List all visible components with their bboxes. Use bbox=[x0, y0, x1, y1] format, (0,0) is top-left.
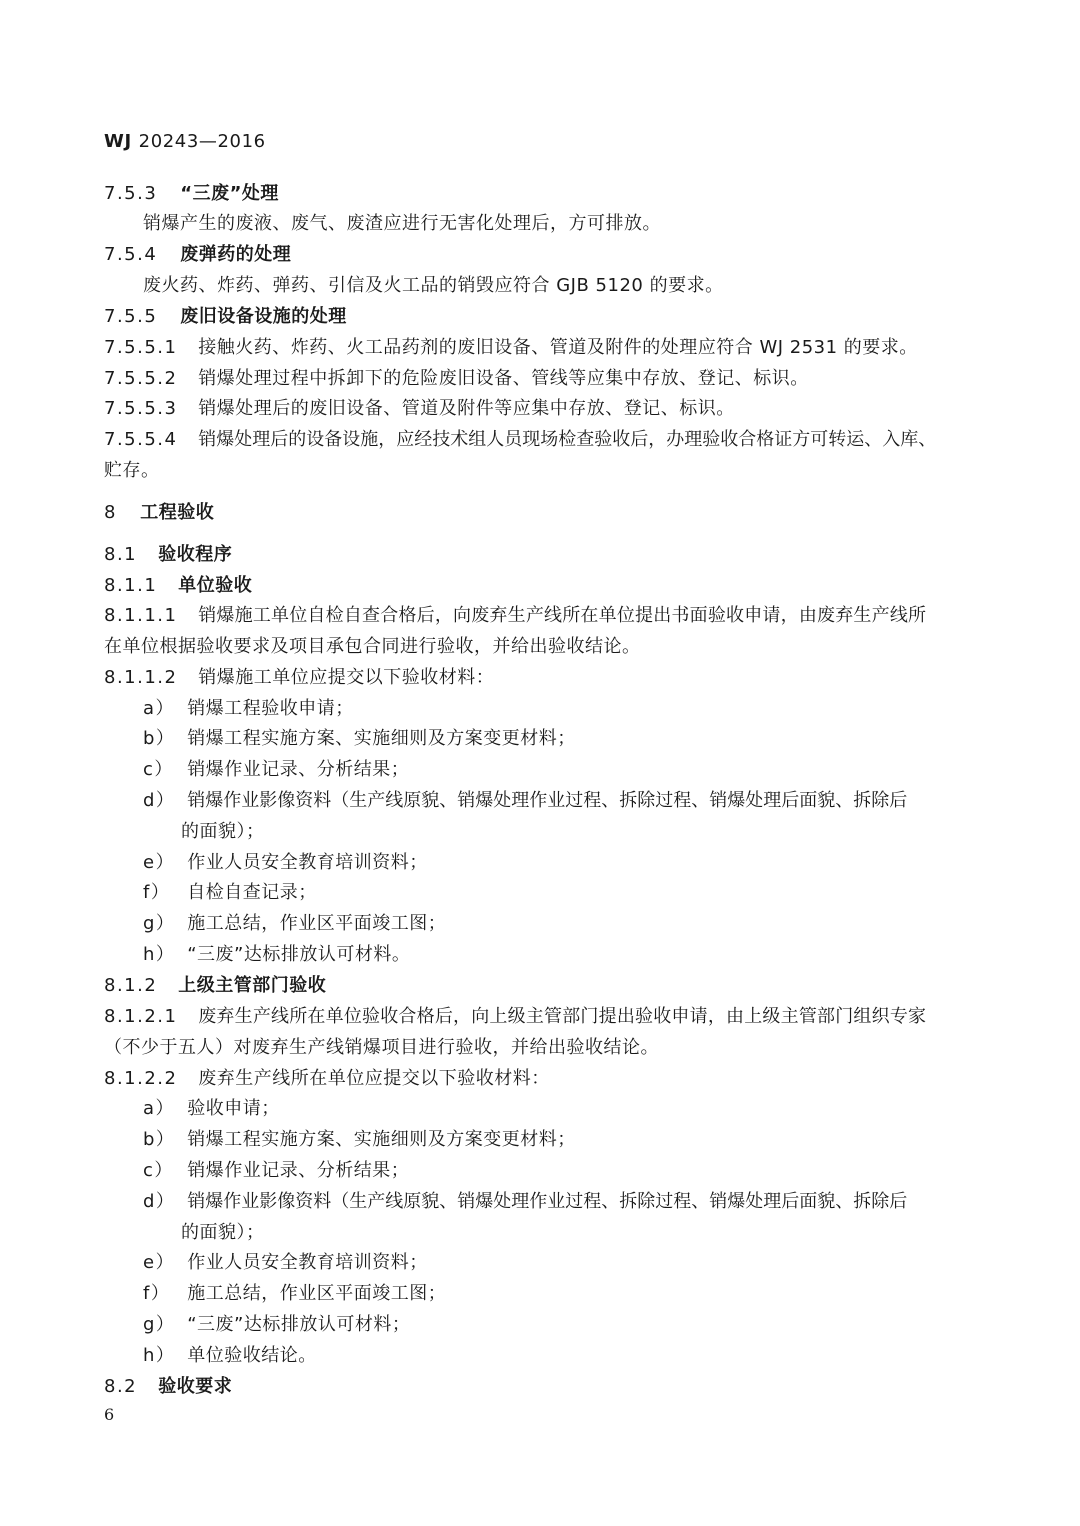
list-marker: f） bbox=[143, 882, 171, 903]
list-item bbox=[143, 1191, 907, 1213]
list-item-text: 作业人员安全教育培训资料； bbox=[187, 852, 428, 873]
clause-text: 销爆处理后的设备设施，应经技术组人员现场检查验收后，办理验收合格证方可转运、入库、 bbox=[198, 429, 937, 450]
section-heading-8-1-1 bbox=[104, 575, 252, 597]
list-marker: c） bbox=[143, 759, 174, 780]
section-title: 废旧设备设施的处理 bbox=[180, 306, 347, 327]
doc-code-number: 20243—2016 bbox=[138, 131, 266, 152]
list-item-continued: 的面貌）； bbox=[181, 1222, 265, 1243]
clause-text: 销爆施工单位自检自查合格后，向废弃生产线所在单位提出书面验收申请，由废弃生产线所 bbox=[198, 605, 927, 626]
clause-number: 7.5.5.4 bbox=[104, 429, 178, 450]
list-marker: a） bbox=[143, 1098, 176, 1119]
list-item bbox=[143, 852, 428, 874]
list-item bbox=[143, 1098, 280, 1120]
clause-8-1-2-1-continued: （不少于五人）对废弃生产线销爆项目进行验收，并给出验收结论。 bbox=[104, 1037, 659, 1058]
clause-number: 8.1.2.2 bbox=[104, 1068, 178, 1089]
list-item-text: 自检自查记录； bbox=[187, 882, 317, 903]
list-marker: h） bbox=[143, 1345, 176, 1366]
list-item bbox=[143, 790, 907, 812]
list-marker: h） bbox=[143, 944, 176, 965]
clause-8-1-2-1 bbox=[104, 1006, 926, 1028]
section-number: 8.1.1 bbox=[104, 575, 158, 596]
section-heading-7-5-4 bbox=[104, 244, 291, 266]
section-heading-8-2 bbox=[104, 1376, 232, 1398]
clause-number: 8.1.1.2 bbox=[104, 667, 178, 688]
list-item-text: 施工总结，作业区平面竣工图； bbox=[187, 1283, 447, 1304]
clause-number: 8.1.1.1 bbox=[104, 605, 178, 626]
list-item bbox=[143, 1129, 576, 1151]
list-item-text: 销爆工程实施方案、实施细则及方案变更材料； bbox=[187, 728, 576, 749]
section-title: 单位验收 bbox=[178, 575, 253, 596]
list-item bbox=[143, 1283, 446, 1305]
list-marker: d） bbox=[143, 1191, 176, 1212]
list-item bbox=[143, 882, 317, 904]
section-number: 8.2 bbox=[104, 1376, 138, 1397]
clause-text: 销爆施工单位应提交以下验收材料： bbox=[198, 667, 495, 688]
list-marker: f） bbox=[143, 1283, 171, 1304]
list-marker: d） bbox=[143, 790, 176, 811]
list-item bbox=[143, 913, 446, 935]
section-title: 验收要求 bbox=[158, 1376, 233, 1397]
clause-number: 7.5.5.1 bbox=[104, 337, 178, 358]
list-marker: e） bbox=[143, 852, 176, 873]
list-item-text: “三废”达标排放认可材料。 bbox=[187, 944, 411, 965]
section-heading-7-5-5 bbox=[104, 306, 347, 328]
clause-text: 销爆处理过程中拆卸下的危险废旧设备、管线等应集中存放、登记、标识。 bbox=[198, 368, 809, 389]
list-item-text: 施工总结，作业区平面竣工图； bbox=[187, 913, 447, 934]
clause-text: 销爆处理后的废旧设备、管道及附件等应集中存放、登记、标识。 bbox=[198, 398, 735, 419]
clause-number: 8.1.2.1 bbox=[104, 1006, 178, 1027]
section-title: 废弹药的处理 bbox=[180, 244, 292, 265]
list-item bbox=[143, 728, 576, 750]
list-marker: a） bbox=[143, 698, 176, 719]
section-number: 7.5.3 bbox=[104, 183, 158, 204]
section-heading-8-1 bbox=[104, 544, 232, 566]
clause-text: 接触火药、炸药、火工品药剂的废旧设备、管道及附件的处理应符合 WJ 2531 的要求。 bbox=[198, 337, 918, 358]
doc-code-prefix: WJ bbox=[104, 131, 132, 152]
chapter-heading-8 bbox=[104, 502, 214, 524]
list-item-text: 销爆作业影像资料（生产线原貌、销爆处理作业过程、拆除过程、销爆处理后面貌、拆除后 bbox=[187, 790, 908, 811]
list-marker: g） bbox=[143, 913, 176, 934]
section-heading-8-1-2 bbox=[104, 975, 326, 997]
section-number: 8.1.2 bbox=[104, 975, 158, 996]
list-item-text: 销爆作业记录、分析结果； bbox=[187, 1160, 410, 1181]
section-title: 上级主管部门验收 bbox=[178, 975, 327, 996]
list-item-text: 验收申请； bbox=[187, 1098, 280, 1119]
list-item bbox=[143, 698, 354, 720]
list-item-text: 单位验收结论。 bbox=[187, 1345, 317, 1366]
clause-number: 7.5.5.3 bbox=[104, 398, 178, 419]
clause-text: 废弃生产线所在单位验收合格后，向上级主管部门提出验收申请，由上级主管部门组织专家 bbox=[198, 1006, 927, 1027]
clause-8-1-1-1 bbox=[104, 605, 926, 627]
list-item-continued: 的面貌）； bbox=[181, 821, 265, 842]
section-number: 8.1 bbox=[104, 544, 138, 565]
list-item bbox=[143, 1345, 317, 1367]
paragraph-7-5-4: 废火药、炸药、弹药、引信及火工品的销毁应符合 GJB 5120 的要求。 bbox=[143, 275, 724, 296]
list-marker: b） bbox=[143, 728, 176, 749]
clause-7-5-5-2 bbox=[104, 368, 809, 390]
section-title: “三废”处理 bbox=[180, 183, 279, 204]
doc-code bbox=[104, 131, 266, 153]
list-item-text: 销爆作业影像资料（生产线原貌、销爆处理作业过程、拆除过程、销爆处理后面貌、拆除后 bbox=[187, 1191, 908, 1212]
clause-8-1-1-2 bbox=[104, 667, 494, 689]
page-number: 6 bbox=[104, 1405, 115, 1424]
clause-7-5-5-4 bbox=[104, 429, 936, 451]
list-marker: c） bbox=[143, 1160, 174, 1181]
clause-7-5-5-4-continued: 贮存。 bbox=[104, 460, 160, 481]
clause-7-5-5-1 bbox=[104, 337, 918, 359]
clause-text: 废弃生产线所在单位应提交以下验收材料： bbox=[198, 1068, 550, 1089]
clause-number: 7.5.5.2 bbox=[104, 368, 178, 389]
section-heading-7-5-3 bbox=[104, 183, 279, 205]
clause-7-5-5-3 bbox=[104, 398, 735, 420]
list-marker: b） bbox=[143, 1129, 176, 1150]
list-item-text: 销爆工程验收申请； bbox=[187, 698, 354, 719]
list-item-text: 销爆作业记录、分析结果； bbox=[187, 759, 410, 780]
section-number: 7.5.5 bbox=[104, 306, 158, 327]
chapter-title: 工程验收 bbox=[140, 502, 215, 523]
list-item-text: 作业人员安全教育培训资料； bbox=[187, 1252, 428, 1273]
list-item-text: 销爆工程实施方案、实施细则及方案变更材料； bbox=[187, 1129, 576, 1150]
chapter-number: 8 bbox=[104, 502, 117, 523]
list-item bbox=[143, 1160, 409, 1182]
list-item-text: “三废”达标排放认可材料； bbox=[187, 1314, 411, 1335]
list-item bbox=[143, 1252, 428, 1274]
paragraph-7-5-3: 销爆产生的废液、废气、废渣应进行无害化处理后，方可排放。 bbox=[143, 213, 661, 234]
section-title: 验收程序 bbox=[158, 544, 233, 565]
list-marker: g） bbox=[143, 1314, 176, 1335]
clause-8-1-1-1-continued: 在单位根据验收要求及项目承包合同进行验收，并给出验收结论。 bbox=[104, 636, 641, 657]
list-item bbox=[143, 944, 410, 966]
list-marker: e） bbox=[143, 1252, 176, 1273]
section-number: 7.5.4 bbox=[104, 244, 158, 265]
clause-8-1-2-2 bbox=[104, 1068, 550, 1090]
list-item bbox=[143, 1314, 410, 1336]
list-item bbox=[143, 759, 409, 781]
